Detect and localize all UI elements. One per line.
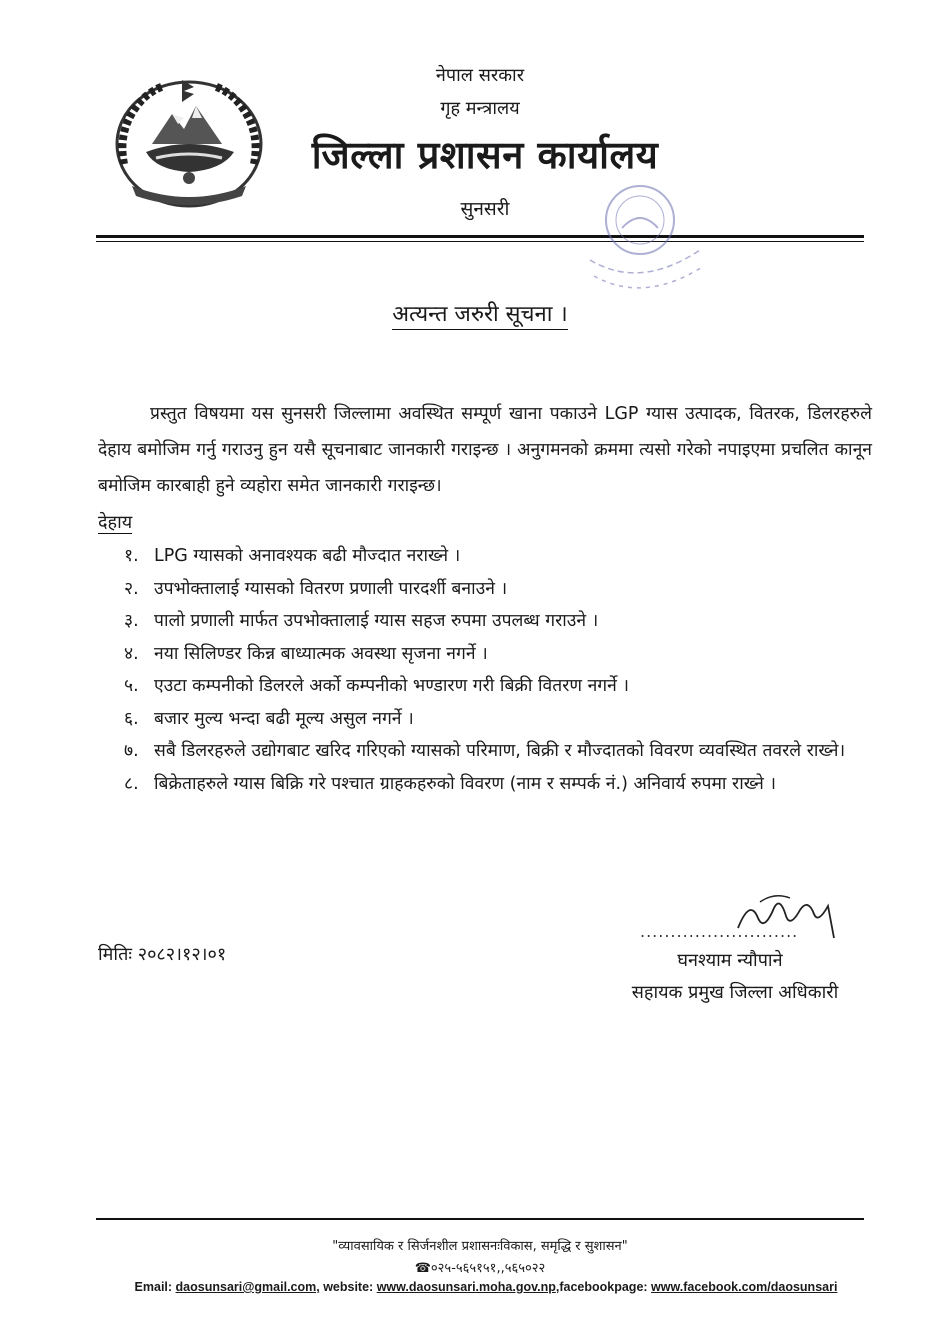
list-item [124,703,874,736]
footer-slogan: "व्यावसायिक र सिर्जनशील प्रशासनःविकास, समृद्धि र सुशासन" [332,1239,628,1254]
facebook-link[interactable]: www.facebook.com/daosunsari [651,1280,838,1294]
website-label: website: [319,1280,377,1294]
item-text: बिक्रेताहरुले ग्यास बिक्रि गरे पश्चात ग्राहकहरुको विवरण (नाम र सम्पर्क नं.) अनिवार्य रुपमा राख्ने । [154,773,776,794]
list-heading-text: देहाय [98,512,133,533]
government-name: नेपाल सरकार [435,65,525,86]
directive-list [124,540,874,800]
item-number: ६. [124,708,139,729]
office-stamp-icon [580,180,710,310]
list-item [124,768,874,801]
signatory-title: सहायक प्रमुख जिल्ला अधिकारी [631,982,839,1003]
website-link[interactable]: www.daosunsari.moha.gov.np [376,1280,556,1294]
district-name: सुनसरी [460,198,510,220]
signature-line: .......................... [640,922,799,941]
item-text: सबै डिलरहरुले उद्योगबाट खरिद गरिएको ग्यासको परिमाण, बिक्री र मौज्दातको विवरण व्यवस्थित तवरले राख्ने। [154,741,846,761]
email-label: Email: [134,1280,176,1294]
item-text: एउटा कम्पनीको डिलरले अर्को कम्पनीको भण्डारण गरी बिक्री वितरण नगर्ने । [154,676,630,696]
email-link[interactable]: daosunsari@gmail.com, [175,1280,320,1294]
list-item [124,605,874,638]
header-rule-thin [96,241,864,242]
facebook-label: ,facebookpage: [555,1280,652,1294]
list-item [124,638,874,671]
list-item [124,735,874,768]
item-text: पालो प्रणाली मार्फत उपभोक्तालाई ग्यास सहज रुपमा उपलब्ध गराउने । [154,611,599,631]
header-rule [96,235,864,238]
ministry-name: गृह मन्त्रालय [440,98,520,119]
item-number: ४. [124,643,139,664]
item-number: ३. [124,611,139,631]
item-number: ७. [124,741,139,761]
list-heading [98,510,132,534]
notice-paragraph: प्रस्तुत विषयमा यस सुनसरी जिल्लामा अवस्थित सम्पूर्ण खाना पकाउने LGP ग्यास उत्पादक, वितरक, डिलरहरुले देहाय बमोजिम गर्नु गराउनु हुन यसै सूचनाबाट जानकारी गराइन्छ । अनुगमनको क्रममा त्यसो गरेको नपाइएमा प्रचलित कानून बमोजिम कारबाही हुने व्यहोरा समेत जानकारी गराइन्छ। [98,404,872,496]
list-item [124,670,874,703]
item-text: उपभोक्तालाई ग्यासको वितरण प्रणाली पारदर्शी बनाउने । [154,578,508,599]
item-number: ८. [124,773,139,794]
list-item [124,573,874,606]
item-text: LPG ग्यासको अनावश्यक बढी मौज्दात नराख्ने । [154,546,461,566]
item-text: बजार मुल्य भन्दा बढी मूल्य असुल नगर्ने । [154,708,414,729]
item-number: १. [124,546,139,566]
notice-title-text: अत्यन्त जरुरी सूचना । [392,302,568,330]
office-name: जिल्ला प्रशासन कार्यालय [311,133,659,177]
item-text: नया सिलिण्डर किन्न बाध्यात्मक अवस्था सृजना नगर्ने । [154,643,488,664]
item-number: ५. [124,676,139,696]
nepal-emblem-icon [112,74,266,212]
list-item [124,540,874,573]
signatory-name: घनश्याम न्यौपाने [677,950,783,971]
notice-title [300,298,660,328]
notice-date: मितिः २०८२।१२।०१ [98,944,227,965]
footer-contacts [96,1280,876,1294]
item-number: २. [124,578,139,599]
footer-phone: ☎०२५-५६५१५१,,५६५०२२ [414,1261,546,1276]
footer-rule [96,1218,864,1220]
signature-scribble-icon [730,888,840,948]
